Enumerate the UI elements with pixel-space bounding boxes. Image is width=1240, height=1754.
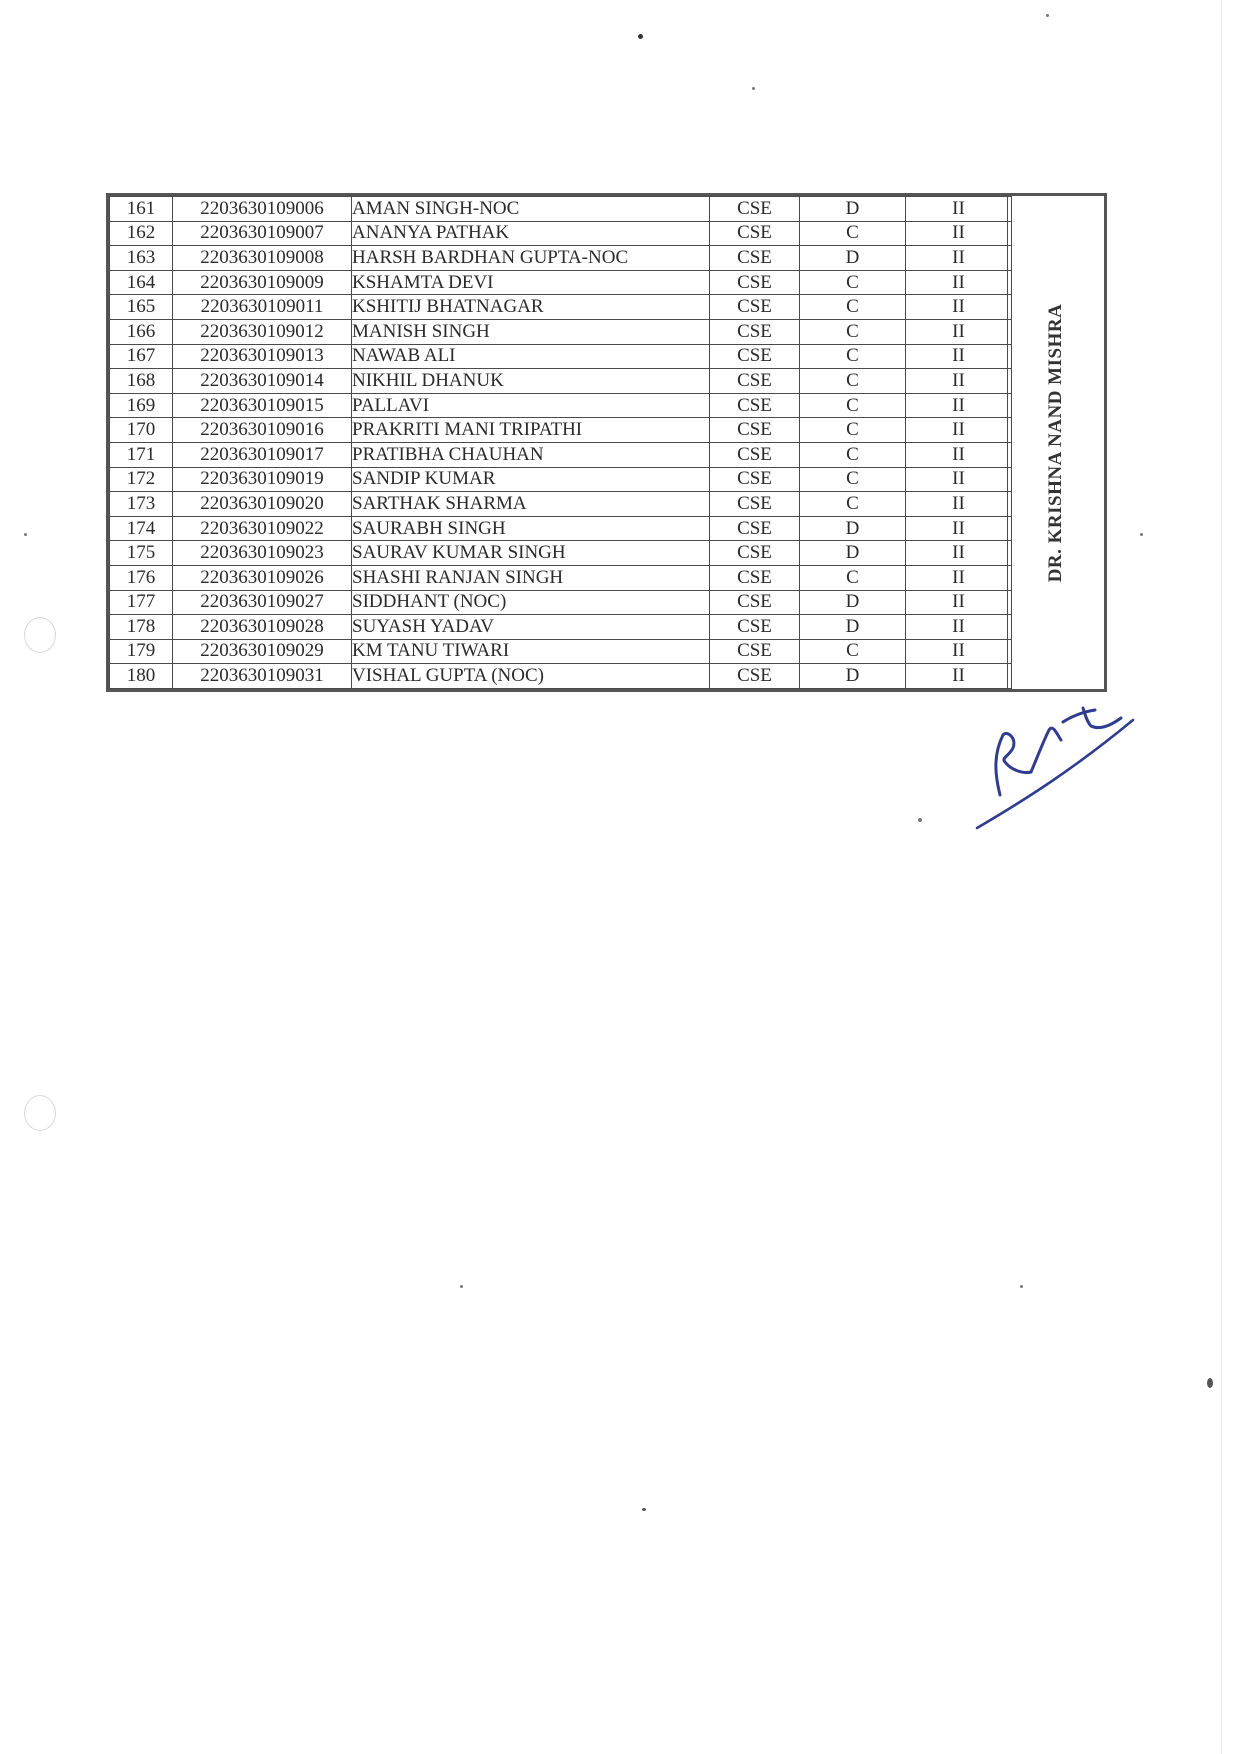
serial-number-cell: 165 xyxy=(110,295,173,320)
branch-cell: CSE xyxy=(710,565,800,590)
branch-cell: CSE xyxy=(710,295,800,320)
student-name-cell: SANDIP KUMAR xyxy=(352,467,710,492)
section-cell: C xyxy=(800,270,906,295)
roll-number-cell: 2203630109017 xyxy=(173,442,352,467)
table-row xyxy=(110,615,1012,640)
branch-cell: CSE xyxy=(710,664,800,689)
roll-number-cell: 2203630109006 xyxy=(173,197,352,222)
serial-number-cell: 170 xyxy=(110,418,173,443)
section-cell: C xyxy=(800,393,906,418)
roll-number-cell: 2203630109020 xyxy=(173,492,352,517)
faculty-name: DR. KRISHNA NAND MISHRA xyxy=(1045,303,1066,582)
table-row xyxy=(110,295,1012,320)
roll-number-cell: 2203630109027 xyxy=(173,590,352,615)
section-cell: C xyxy=(800,295,906,320)
roll-number-cell: 2203630109016 xyxy=(173,418,352,443)
table-row xyxy=(110,221,1012,246)
roll-number-cell: 2203630109029 xyxy=(173,639,352,664)
punch-hole-mark xyxy=(24,617,56,653)
serial-number-cell: 164 xyxy=(110,270,173,295)
table-row xyxy=(110,442,1012,467)
scan-speck xyxy=(1020,1285,1023,1288)
serial-number-cell: 175 xyxy=(110,541,173,566)
section-cell: D xyxy=(800,516,906,541)
scan-speck xyxy=(1046,14,1049,17)
serial-number-cell: 161 xyxy=(110,197,173,222)
student-name-cell: NAWAB ALI xyxy=(352,344,710,369)
scan-speck xyxy=(638,34,643,39)
branch-cell: CSE xyxy=(710,246,800,271)
student-name-cell: PRAKRITI MANI TRIPATHI xyxy=(352,418,710,443)
table-row xyxy=(110,418,1012,443)
serial-number-cell: 174 xyxy=(110,516,173,541)
scan-speck xyxy=(24,533,27,536)
scan-edge-line xyxy=(1221,0,1222,1754)
table-row xyxy=(110,369,1012,394)
roll-number-cell: 2203630109014 xyxy=(173,369,352,394)
serial-number-cell: 167 xyxy=(110,344,173,369)
semester-cell: II xyxy=(906,492,1012,517)
semester-cell: II xyxy=(906,393,1012,418)
section-cell: D xyxy=(800,615,906,640)
roll-number-cell: 2203630109007 xyxy=(173,221,352,246)
section-cell: D xyxy=(800,664,906,689)
semester-cell: II xyxy=(906,467,1012,492)
student-name-cell: PRATIBHA CHAUHAN xyxy=(352,442,710,467)
serial-number-cell: 177 xyxy=(110,590,173,615)
student-name-cell: PALLAVI xyxy=(352,393,710,418)
semester-cell: II xyxy=(906,319,1012,344)
serial-number-cell: 171 xyxy=(110,442,173,467)
table-row xyxy=(110,270,1012,295)
student-name-cell: SUYASH YADAV xyxy=(352,615,710,640)
branch-cell: CSE xyxy=(710,590,800,615)
scan-speck xyxy=(1207,1378,1213,1388)
student-name-cell: KM TANU TIWARI xyxy=(352,639,710,664)
section-cell: C xyxy=(800,565,906,590)
section-cell: D xyxy=(800,541,906,566)
roll-number-cell: 2203630109013 xyxy=(173,344,352,369)
table-row xyxy=(110,664,1012,689)
scan-speck xyxy=(642,1508,646,1511)
roll-number-cell: 2203630109008 xyxy=(173,246,352,271)
student-name-cell: SARTHAK SHARMA xyxy=(352,492,710,517)
roll-number-cell: 2203630109022 xyxy=(173,516,352,541)
semester-cell: II xyxy=(906,295,1012,320)
serial-number-cell: 169 xyxy=(110,393,173,418)
branch-cell: CSE xyxy=(710,418,800,443)
branch-cell: CSE xyxy=(710,197,800,222)
semester-cell: II xyxy=(906,639,1012,664)
section-cell: C xyxy=(800,344,906,369)
branch-cell: CSE xyxy=(710,221,800,246)
branch-cell: CSE xyxy=(710,492,800,517)
branch-cell: CSE xyxy=(710,541,800,566)
branch-cell: CSE xyxy=(710,393,800,418)
serial-number-cell: 179 xyxy=(110,639,173,664)
handwritten-signature xyxy=(965,700,1175,850)
table-row xyxy=(110,393,1012,418)
student-name-cell: KSHAMTA DEVI xyxy=(352,270,710,295)
table-row xyxy=(110,590,1012,615)
semester-cell: II xyxy=(906,270,1012,295)
serial-number-cell: 173 xyxy=(110,492,173,517)
student-name-cell: ANANYA PATHAK xyxy=(352,221,710,246)
table-row xyxy=(110,639,1012,664)
serial-number-cell: 163 xyxy=(110,246,173,271)
student-name-cell: SHASHI RANJAN SINGH xyxy=(352,565,710,590)
roll-number-cell: 2203630109031 xyxy=(173,664,352,689)
section-cell: C xyxy=(800,369,906,394)
branch-cell: CSE xyxy=(710,615,800,640)
serial-number-cell: 180 xyxy=(110,664,173,689)
student-roster-table xyxy=(106,193,1107,692)
table-row xyxy=(110,541,1012,566)
branch-cell: CSE xyxy=(710,639,800,664)
section-cell: C xyxy=(800,442,906,467)
student-name-cell: SAURABH SINGH xyxy=(352,516,710,541)
student-name-cell: VISHAL GUPTA (NOC) xyxy=(352,664,710,689)
student-name-cell: NIKHIL DHANUK xyxy=(352,369,710,394)
faculty-cell xyxy=(1007,196,1104,689)
scan-speck xyxy=(752,87,755,90)
roll-number-cell: 2203630109026 xyxy=(173,565,352,590)
serial-number-cell: 176 xyxy=(110,565,173,590)
section-cell: C xyxy=(800,418,906,443)
table-row xyxy=(110,565,1012,590)
section-cell: D xyxy=(800,246,906,271)
branch-cell: CSE xyxy=(710,442,800,467)
table-row xyxy=(110,246,1012,271)
roll-number-cell: 2203630109028 xyxy=(173,615,352,640)
semester-cell: II xyxy=(906,565,1012,590)
roll-number-cell: 2203630109023 xyxy=(173,541,352,566)
student-name-cell: MANISH SINGH xyxy=(352,319,710,344)
branch-cell: CSE xyxy=(710,319,800,344)
semester-cell: II xyxy=(906,541,1012,566)
semester-cell: II xyxy=(906,664,1012,689)
table-row xyxy=(110,319,1012,344)
semester-cell: II xyxy=(906,590,1012,615)
scan-speck xyxy=(460,1285,463,1288)
branch-cell: CSE xyxy=(710,516,800,541)
punch-hole-mark xyxy=(24,1095,56,1131)
table-row xyxy=(110,197,1012,222)
table-row xyxy=(110,516,1012,541)
scan-speck xyxy=(1140,533,1143,536)
semester-cell: II xyxy=(906,246,1012,271)
serial-number-cell: 172 xyxy=(110,467,173,492)
semester-cell: II xyxy=(906,442,1012,467)
roll-number-cell: 2203630109011 xyxy=(173,295,352,320)
roll-number-cell: 2203630109015 xyxy=(173,393,352,418)
section-cell: C xyxy=(800,492,906,517)
section-cell: C xyxy=(800,467,906,492)
roll-number-cell: 2203630109009 xyxy=(173,270,352,295)
section-cell: C xyxy=(800,221,906,246)
semester-cell: II xyxy=(906,516,1012,541)
semester-cell: II xyxy=(906,344,1012,369)
roster-grid xyxy=(109,196,1012,689)
roll-number-cell: 2203630109012 xyxy=(173,319,352,344)
semester-cell: II xyxy=(906,369,1012,394)
semester-cell: II xyxy=(906,221,1012,246)
serial-number-cell: 162 xyxy=(110,221,173,246)
semester-cell: II xyxy=(906,418,1012,443)
table-row xyxy=(110,467,1012,492)
serial-number-cell: 178 xyxy=(110,615,173,640)
student-name-cell: KSHITIJ BHATNAGAR xyxy=(352,295,710,320)
semester-cell: II xyxy=(906,615,1012,640)
branch-cell: CSE xyxy=(710,344,800,369)
student-name-cell: HARSH BARDHAN GUPTA-NOC xyxy=(352,246,710,271)
branch-cell: CSE xyxy=(710,270,800,295)
roll-number-cell: 2203630109019 xyxy=(173,467,352,492)
section-cell: D xyxy=(800,197,906,222)
semester-cell: II xyxy=(906,197,1012,222)
branch-cell: CSE xyxy=(710,467,800,492)
serial-number-cell: 168 xyxy=(110,369,173,394)
table-row xyxy=(110,344,1012,369)
table-row xyxy=(110,492,1012,517)
scan-speck xyxy=(918,818,922,822)
section-cell: D xyxy=(800,590,906,615)
student-name-cell: SAURAV KUMAR SINGH xyxy=(352,541,710,566)
student-name-cell: SIDDHANT (NOC) xyxy=(352,590,710,615)
student-name-cell: AMAN SINGH-NOC xyxy=(352,197,710,222)
section-cell: C xyxy=(800,639,906,664)
serial-number-cell: 166 xyxy=(110,319,173,344)
branch-cell: CSE xyxy=(710,369,800,394)
section-cell: C xyxy=(800,319,906,344)
